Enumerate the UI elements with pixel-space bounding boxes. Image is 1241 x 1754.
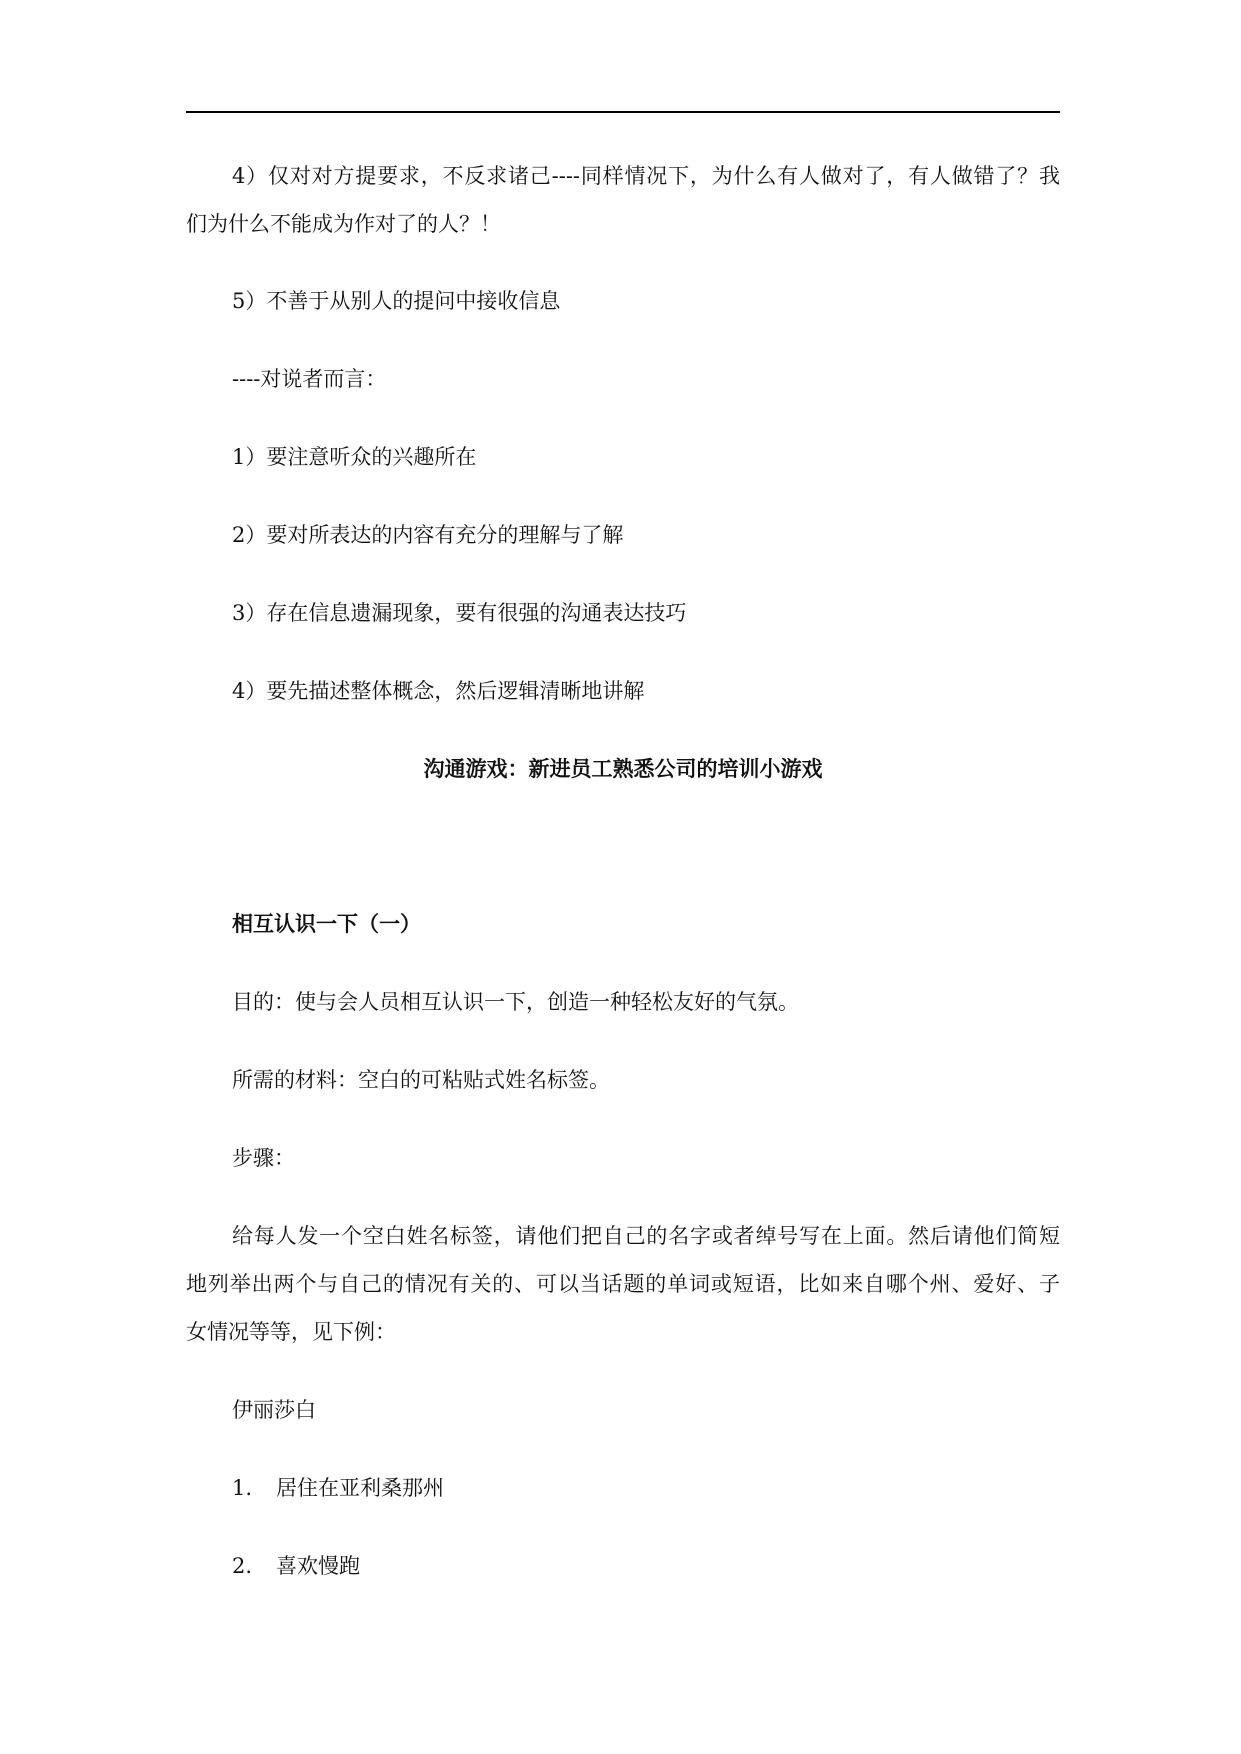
activity-purpose: 目的：使与会人员相互认识一下，创造一种轻松友好的气氛。 [232, 990, 799, 1014]
listener-item-4-line-1: 4）仅对对方提要求，不反求诸己----同样情况下，为什么有人做对了，有人做错了？我 [232, 164, 1060, 188]
example-item-2-number: 2. [232, 1554, 253, 1578]
steps-line-3: 女情况等等，见下例： [186, 1320, 396, 1344]
speaker-item-3: 3）存在信息遗漏现象，要有很强的沟通表达技巧 [232, 601, 687, 625]
example-item-2-text: 喜欢慢跑 [276, 1554, 360, 1578]
speaker-heading: ----对说者而言： [232, 367, 387, 391]
speaker-item-4: 4）要先描述整体概念，然后逻辑清晰地讲解 [232, 679, 645, 703]
activity-materials: 所需的材料：空白的可粘贴式姓名标签。 [232, 1068, 610, 1092]
speaker-item-1: 1）要注意听众的兴趣所在 [232, 445, 477, 469]
example-item-1 [232, 1474, 444, 1502]
steps-line-1: 给每人发一个空白姓名标签，请他们把自己的名字或者绰号写在上面。然后请他们简短 [232, 1224, 1060, 1248]
header-rule [186, 111, 1060, 113]
listener-item-4-line-2: 们为什么不能成为作对了的人？！ [186, 212, 501, 236]
listener-item-5: 5）不善于从别人的提问中接收信息 [232, 289, 561, 313]
steps-line-2: 地列举出两个与自己的情况有关的、可以当话题的单词或短语，比如来自哪个州、爱好、子 [186, 1272, 1060, 1296]
speaker-item-2: 2）要对所表达的内容有充分的理解与了解 [232, 523, 624, 547]
activity-title: 相互认识一下（一） [232, 912, 421, 936]
example-item-1-text: 居住在亚利桑那州 [276, 1476, 444, 1500]
steps-label: 步骤： [232, 1146, 295, 1170]
example-item-2 [232, 1552, 360, 1580]
example-item-1-number: 1. [232, 1476, 253, 1500]
example-name: 伊丽莎白 [232, 1398, 316, 1422]
game-title: 沟通游戏：新进员工熟悉公司的培训小游戏 [423, 757, 823, 781]
